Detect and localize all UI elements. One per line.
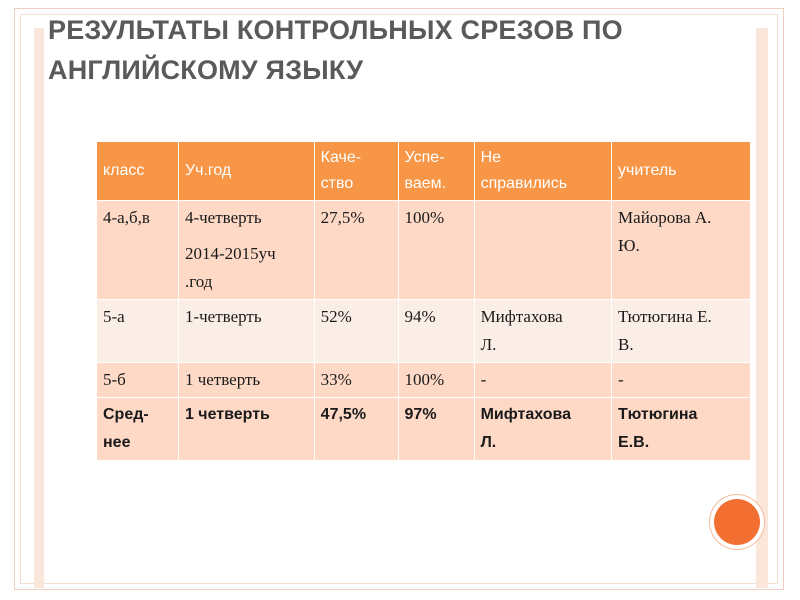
cell-quality	[314, 300, 398, 363]
header-class-text: класс	[103, 162, 145, 179]
right-decor-bar	[756, 28, 768, 588]
cell-school-year	[178, 300, 314, 363]
cell-text: 27,5%	[320, 208, 365, 227]
header-progress-line-1: Успе-	[404, 149, 445, 166]
header-failed	[474, 142, 611, 201]
cell-text: 94%	[404, 307, 436, 326]
cell-text: Ю.	[618, 236, 640, 255]
header-class	[97, 142, 179, 201]
cell-progress	[398, 398, 474, 461]
cell-text: 97%	[404, 406, 437, 423]
cell-teacher	[612, 398, 751, 461]
header-teacher	[612, 142, 751, 201]
cell-text: 100%	[404, 370, 445, 389]
table-row	[97, 300, 751, 363]
cell-text: 5-б	[103, 370, 126, 389]
cell-text: 100%	[404, 208, 445, 227]
cell-quality	[314, 363, 398, 398]
cell-progress	[398, 363, 474, 398]
cell-failed	[474, 201, 611, 300]
cell-text: Тютюгина Е.	[618, 307, 712, 326]
header-failed-line-1: Не	[480, 149, 502, 166]
table-row	[97, 363, 751, 398]
header-school-year	[178, 142, 314, 201]
cell-text: -	[618, 370, 624, 389]
cell-class	[97, 398, 179, 461]
header-progress-line-2: ваем.	[404, 175, 447, 192]
cell-progress	[398, 201, 474, 300]
cell-school-year	[178, 363, 314, 398]
cell-text: .год	[184, 272, 213, 291]
cell-text: 4-четверть	[184, 208, 262, 227]
header-school-year-text: Уч.год	[184, 162, 232, 179]
cell-teacher	[612, 300, 751, 363]
header-quality	[314, 142, 398, 201]
cell-text: Е.В.	[618, 434, 650, 451]
cell-text: В.	[618, 335, 634, 354]
cell-quality	[314, 201, 398, 300]
header-teacher-text: учитель	[618, 162, 677, 179]
table-row-average	[97, 398, 751, 461]
cell-text: -	[480, 370, 487, 389]
left-decor-bar	[34, 28, 44, 588]
results-table	[96, 141, 751, 461]
cell-text: нее	[103, 434, 131, 451]
table-row	[97, 201, 751, 300]
cell-failed	[474, 363, 611, 398]
cell-text: 2014-2015уч	[184, 244, 276, 263]
cell-class	[97, 363, 179, 398]
cell-teacher	[612, 201, 751, 300]
cell-text: Тютюгина	[618, 406, 698, 423]
cell-teacher	[612, 363, 751, 398]
cell-text: 5-а	[103, 307, 125, 326]
cell-text: Мифтахова	[480, 307, 563, 326]
slide-title: РЕЗУЛЬТАТЫ КОНТРОЛЬНЫХ СРЕЗОВ ПО АНГЛИЙСКОМУ ЯЗЫКУ	[48, 15, 623, 85]
cell-quality	[314, 398, 398, 461]
cell-class	[97, 300, 179, 363]
cell-text: 52%	[320, 307, 352, 326]
cell-failed	[474, 398, 611, 461]
header-quality-line-1: Каче-	[320, 149, 362, 166]
cell-class	[97, 201, 179, 300]
cell-text: Л.	[480, 434, 497, 451]
cell-school-year	[178, 398, 314, 461]
cell-text: 1 четверть	[184, 370, 261, 389]
cell-text: 1-четверть	[184, 307, 262, 326]
cell-text: Л.	[480, 335, 497, 354]
cell-text: 33%	[320, 370, 352, 389]
cell-text: Сред-	[103, 406, 149, 423]
cell-text: 47,5%	[320, 406, 367, 423]
cell-school-year	[178, 201, 314, 300]
cell-text: Мифтахова	[480, 406, 572, 423]
cell-failed	[474, 300, 611, 363]
header-progress	[398, 142, 474, 201]
header-quality-line-2: ство	[320, 175, 354, 192]
cell-progress	[398, 300, 474, 363]
header-failed-line-2: справились	[480, 175, 568, 192]
cell-text: 4-а,б,в	[103, 208, 150, 227]
header-row	[97, 142, 751, 201]
cell-text: Майорова А.	[618, 208, 712, 227]
cell-text: 1 четверть	[184, 406, 270, 423]
orange-circle-decoration	[714, 499, 760, 545]
